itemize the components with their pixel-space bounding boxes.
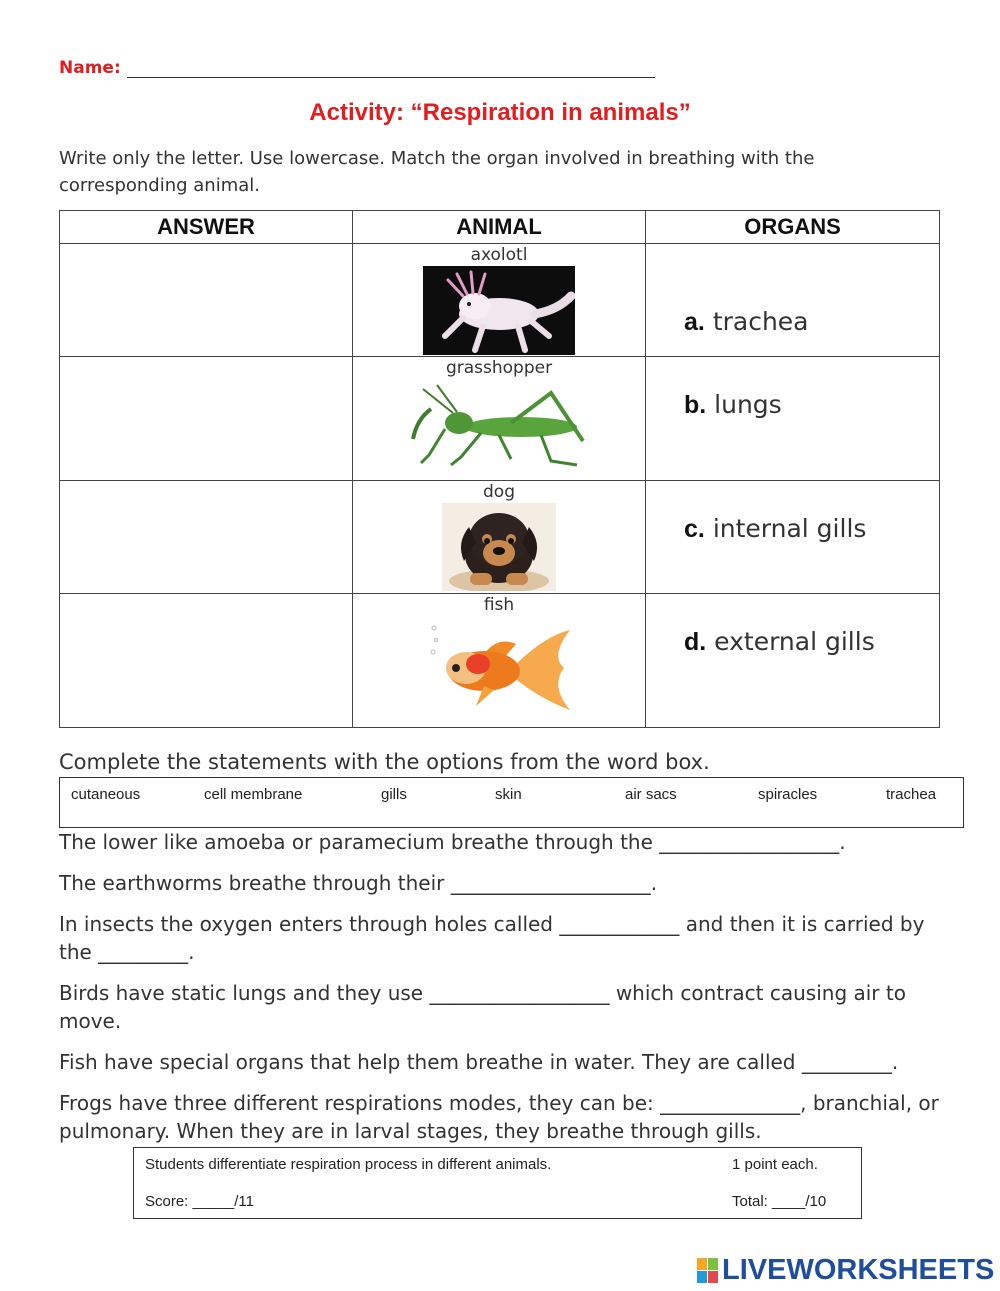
column-header-answer: ANSWER (60, 211, 353, 244)
name-input-line[interactable] (127, 61, 655, 78)
word-option: cutaneous (71, 786, 141, 803)
statement-2[interactable]: The earthworms breathe through their ____________________. (59, 871, 658, 895)
matching-table (59, 210, 940, 728)
name-field (59, 58, 655, 78)
organ-option-c (684, 514, 866, 544)
table-row (60, 594, 940, 728)
animal-cell (353, 594, 646, 728)
score-text: Score: _____/11 (145, 1193, 254, 1210)
organ-letter: d. (684, 628, 707, 656)
table-row (60, 357, 940, 481)
word-option: air sacs (625, 786, 677, 803)
organ-text: external gills (714, 627, 875, 656)
instructions: Write only the letter. Use lowercase. Match the organ involved in breathing with the corresponding animal. (59, 148, 815, 196)
answer-cell[interactable] (60, 357, 353, 481)
animal-label: dog (483, 482, 515, 502)
organ-cell (646, 244, 940, 357)
axolotl-image (423, 266, 575, 355)
name-label: Name: (59, 58, 121, 78)
answer-cell[interactable] (60, 244, 353, 357)
objective-text: Students differentiate respiration process in different animals. (145, 1156, 552, 1173)
organ-option-a (684, 307, 809, 337)
statement-5[interactable]: Fish have special organs that help them breathe in water. They are called _________. (59, 1050, 899, 1074)
grasshopper-image (401, 379, 597, 471)
organ-cell (646, 481, 940, 594)
section-heading: Complete the statements with the options from the word box. (59, 750, 710, 774)
organ-letter: b. (684, 391, 707, 419)
animal-cell (353, 357, 646, 481)
organ-cell (646, 594, 940, 728)
table-row (60, 244, 940, 357)
table-header-row (60, 211, 940, 244)
statement-6[interactable]: Frogs have three different respirations modes, they can be: ______________, branchial, or pulmonary. When they are in larval stages, they breathe through gills. (59, 1091, 939, 1143)
organ-letter: c. (684, 515, 705, 543)
page-title: Activity: “Respiration in animals” (309, 99, 691, 126)
organ-text: lungs (714, 390, 782, 419)
animal-cell (353, 481, 646, 594)
table-row (60, 481, 940, 594)
statement-1[interactable]: The lower like amoeba or paramecium breathe through the __________________. (59, 830, 846, 854)
answer-cell[interactable] (60, 481, 353, 594)
word-option: spiracles (758, 786, 818, 803)
animal-label: fish (483, 595, 515, 615)
organ-cell (646, 357, 940, 481)
logo-blocks-icon (697, 1258, 719, 1284)
answer-cell[interactable] (60, 594, 353, 728)
organ-option-b (684, 390, 782, 420)
statement-3[interactable]: In insects the oxygen enters through holes called ____________ and then it is carried by the _________. (59, 912, 925, 964)
word-option: cell membrane (204, 786, 303, 803)
liveworksheets-logo (697, 1254, 994, 1287)
logo-text: LIVEWORKSHEETS (722, 1254, 995, 1286)
animal-cell (353, 244, 646, 357)
statement-4[interactable]: Birds have static lungs and they use __________________ which contract causing air to move. (59, 981, 906, 1033)
word-option: gills (381, 786, 407, 803)
points-text: 1 point each. (732, 1156, 818, 1173)
fish-image (424, 616, 574, 720)
animal-label: axolotl (470, 245, 528, 265)
dog-image (442, 503, 556, 591)
score-box (133, 1147, 862, 1219)
word-option: skin (495, 786, 522, 803)
total-text: Total: ____/10 (732, 1193, 827, 1210)
organ-letter: a. (684, 308, 705, 336)
column-header-organs: ORGANS (646, 211, 940, 244)
organ-text: internal gills (712, 514, 867, 543)
word-option: trachea (886, 786, 937, 803)
organ-option-d (684, 627, 875, 657)
organ-text: trachea (712, 307, 809, 336)
animal-label: grasshopper (445, 358, 553, 378)
column-header-animal: ANIMAL (353, 211, 646, 244)
word-box (59, 777, 964, 828)
